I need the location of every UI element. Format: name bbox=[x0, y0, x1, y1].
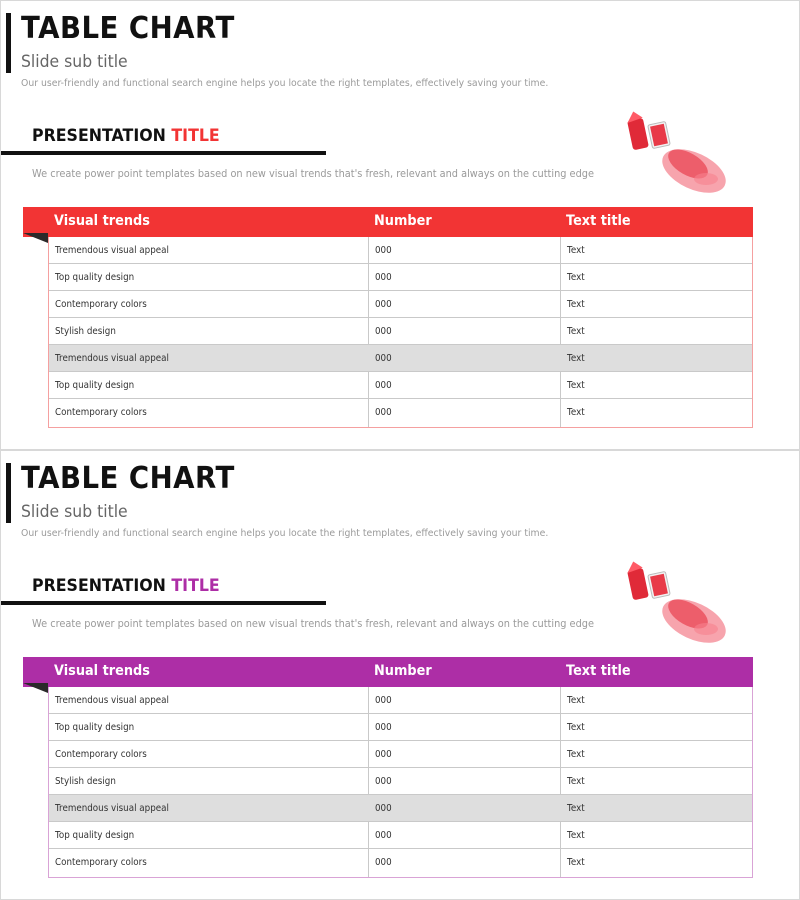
table-row bbox=[49, 687, 752, 714]
cell-number: 000 bbox=[375, 830, 392, 841]
cell-text: Text bbox=[567, 857, 585, 868]
presentation-rule bbox=[1, 151, 326, 155]
table-row bbox=[49, 741, 752, 768]
cell-visual-trend: Contemporary colors bbox=[55, 749, 147, 760]
cell-number: 000 bbox=[375, 695, 392, 706]
cell-text: Text bbox=[567, 776, 585, 787]
cell-number: 000 bbox=[375, 272, 392, 283]
table-header-fold bbox=[23, 683, 48, 693]
cell-number: 000 bbox=[375, 407, 392, 418]
presentation-description: We create power point templates based on new visual trends that's fresh, relevant and always on the cutting edge bbox=[32, 618, 594, 630]
table-row bbox=[49, 372, 752, 399]
cell-text: Text bbox=[567, 749, 585, 760]
data-table bbox=[48, 687, 753, 878]
header-number: Number bbox=[374, 213, 432, 229]
presentation-rule bbox=[1, 601, 326, 605]
presentation-description: We create power point templates based on new visual trends that's fresh, relevant and always on the cutting edge bbox=[32, 168, 594, 180]
presentation-title bbox=[32, 126, 220, 146]
table-row-highlighted bbox=[49, 795, 752, 822]
cell-number: 000 bbox=[375, 245, 392, 256]
cell-visual-trend: Contemporary colors bbox=[55, 407, 147, 418]
header-visual-trends: Visual trends bbox=[54, 663, 150, 679]
title-accent-bar bbox=[6, 463, 11, 523]
cell-text: Text bbox=[567, 353, 585, 364]
table-row bbox=[49, 714, 752, 741]
cell-visual-trend: Top quality design bbox=[55, 722, 135, 733]
table-header bbox=[23, 657, 753, 687]
header-number: Number bbox=[374, 663, 432, 679]
cell-text: Text bbox=[567, 299, 585, 310]
cell-text: Text bbox=[567, 722, 585, 733]
lipstick-icon bbox=[616, 109, 731, 199]
title-accent-bar bbox=[6, 13, 11, 73]
slide-description: Our user-friendly and functional search engine helps you locate the right templates, effectively saving your time. bbox=[21, 78, 549, 89]
cell-text: Text bbox=[567, 380, 585, 391]
header-visual-trends: Visual trends bbox=[54, 213, 150, 229]
presentation-title bbox=[32, 576, 220, 596]
table-row bbox=[49, 237, 752, 264]
cell-visual-trend: Top quality design bbox=[55, 830, 135, 841]
cell-visual-trend: Contemporary colors bbox=[55, 299, 147, 310]
cell-text: Text bbox=[567, 326, 585, 337]
cell-text: Text bbox=[567, 803, 585, 814]
cell-number: 000 bbox=[375, 299, 392, 310]
slide-title: TABLE CHART bbox=[21, 11, 235, 46]
header-text-title: Text title bbox=[566, 213, 631, 229]
table-row bbox=[49, 264, 752, 291]
cell-visual-trend: Tremendous visual appeal bbox=[55, 803, 169, 814]
cell-number: 000 bbox=[375, 353, 392, 364]
table-header bbox=[23, 207, 753, 237]
table-row bbox=[49, 822, 752, 849]
cell-number: 000 bbox=[375, 857, 392, 868]
table-row bbox=[49, 291, 752, 318]
cell-visual-trend: Contemporary colors bbox=[55, 857, 147, 868]
cell-visual-trend: Tremendous visual appeal bbox=[55, 353, 169, 364]
cell-visual-trend: Stylish design bbox=[55, 776, 116, 787]
slide-description: Our user-friendly and functional search engine helps you locate the right templates, effectively saving your time. bbox=[21, 528, 549, 539]
presentation-title-accent: TITLE bbox=[171, 576, 220, 596]
lipstick-icon bbox=[616, 559, 731, 649]
cell-text: Text bbox=[567, 245, 585, 256]
presentation-title-text: PRESENTATION bbox=[32, 576, 166, 596]
cell-number: 000 bbox=[375, 722, 392, 733]
cell-text: Text bbox=[567, 695, 585, 706]
presentation-title-text: PRESENTATION bbox=[32, 126, 166, 146]
cell-visual-trend: Tremendous visual appeal bbox=[55, 245, 169, 256]
slide-title: TABLE CHART bbox=[21, 461, 235, 496]
cell-text: Text bbox=[567, 830, 585, 841]
cell-number: 000 bbox=[375, 326, 392, 337]
slide-subtitle: Slide sub title bbox=[21, 52, 128, 72]
slide-2 bbox=[0, 450, 800, 900]
header-text-title: Text title bbox=[566, 663, 631, 679]
slide-subtitle: Slide sub title bbox=[21, 502, 128, 522]
cell-number: 000 bbox=[375, 749, 392, 760]
presentation-title-accent: TITLE bbox=[171, 126, 220, 146]
cell-visual-trend: Top quality design bbox=[55, 380, 135, 391]
table-row bbox=[49, 399, 752, 426]
table-header-fold bbox=[23, 233, 48, 243]
table-row bbox=[49, 768, 752, 795]
table-row bbox=[49, 318, 752, 345]
cell-visual-trend: Stylish design bbox=[55, 326, 116, 337]
data-table bbox=[48, 237, 753, 428]
table-row-highlighted bbox=[49, 345, 752, 372]
cell-number: 000 bbox=[375, 776, 392, 787]
cell-visual-trend: Top quality design bbox=[55, 272, 135, 283]
cell-visual-trend: Tremendous visual appeal bbox=[55, 695, 169, 706]
table-row bbox=[49, 849, 752, 876]
cell-number: 000 bbox=[375, 380, 392, 391]
cell-number: 000 bbox=[375, 803, 392, 814]
cell-text: Text bbox=[567, 272, 585, 283]
cell-text: Text bbox=[567, 407, 585, 418]
